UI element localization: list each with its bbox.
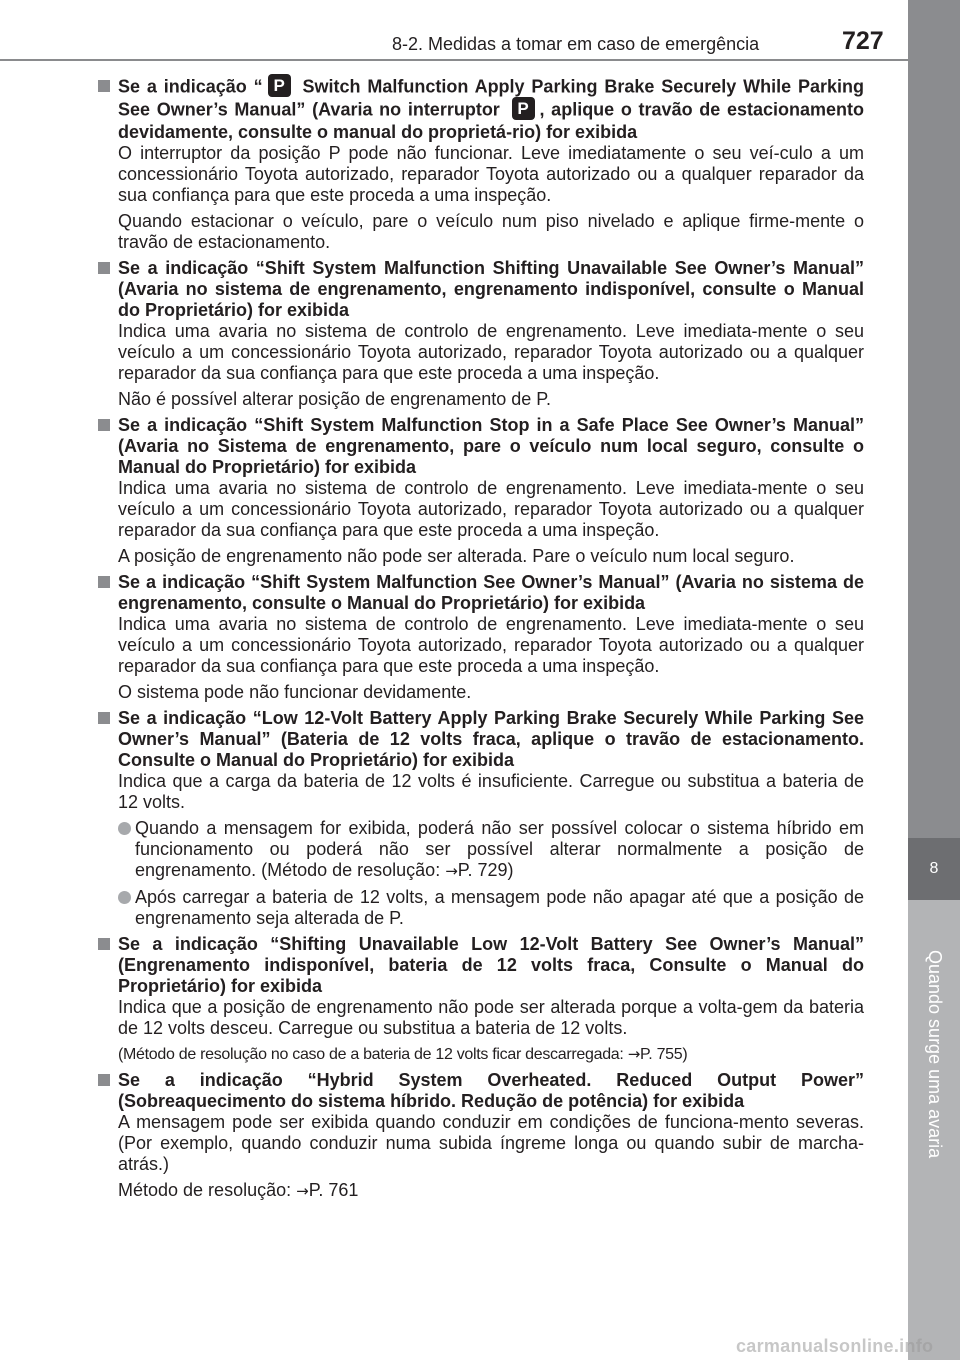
item-paragraph: Quando estacionar o veículo, pare o veículo num piso nivelado e aplique firme-mente o travão de estacionamento. [118, 211, 864, 252]
item-heading: Se a indicação “ P Switch Malfunction Apply Parking Brake Securely While Parking See Owner’s Manual” (Avaria no interruptor P , aplique o travão de estacionamento devidamente, consulte o manual do proprietá-rio) for exibida [118, 76, 865, 142]
item-paragraph: O interruptor da posição P pode não funcionar. Leve imediatamente o seu veí-culo a um concessionário Toyota autorizado, reparador Toyota autorizado ou a qualquer reparador da sua confiança para que este proceda a uma inspeção. [118, 143, 864, 205]
item-paragraph: Não é possível alterar posição de engrenamento de P. [118, 389, 551, 409]
square-bullet-icon [98, 712, 110, 724]
item-paragraph: A posição de engrenamento não pode ser alterada. Pare o veículo num local seguro. [118, 546, 795, 566]
item-paragraph: A mensagem pode ser exibida quando conduzir em condições de funciona-mento severas. (Por exemplo, quando conduzir numa subida íngreme longa ou quando subir de marcha-atrás.) [118, 1112, 864, 1174]
chapter-title: Quando surge uma avaria [925, 950, 945, 1159]
item-paragraph: Indica uma avaria no sistema de controlo de engrenamento. Leve imediata-mente o seu veículo a um concessionário Toyota autorizado, reparador Toyota autorizado ou a qualquer reparador da sua confiança para que este proceda a uma inspeção. [118, 478, 864, 540]
header-rule [0, 59, 908, 61]
square-bullet-icon [98, 262, 110, 274]
warning-item [98, 708, 864, 929]
item-heading: Se a indicação “Hybrid System Overheated. Reduced Output Power” (Sobreaquecimento do sistema híbrido. Redução de potência) for exibida [118, 1070, 864, 1111]
resolution-method: Método de resolução: →P. 761 [118, 1180, 359, 1200]
warning-item [98, 258, 864, 410]
square-bullet-icon [98, 1074, 110, 1086]
square-bullet-icon [98, 938, 110, 950]
item-paragraph: Indica que a posição de engrenamento não pode ser alterada porque a volta-gem da bateria de 12 volts desceu. Carregue ou substitua a bateria de 12 volts. [118, 997, 864, 1038]
page-reference[interactable]: P. 755) [639, 1046, 688, 1063]
warning-item [98, 76, 864, 253]
arrow-icon: → [296, 1182, 309, 1200]
warning-item [98, 572, 864, 703]
arrow-icon: → [627, 1045, 640, 1063]
arrow-icon: → [445, 862, 458, 880]
item-heading: Se a indicação “Shifting Unavailable Low 12-Volt Battery See Owner’s Manual” (Engrenamento indisponível, bateria de 12 volts fraca, Consulte o Manual do Proprietário) for exibida [118, 934, 864, 996]
section-title: 8-2. Medidas a tomar em caso de emergência [392, 34, 760, 54]
warning-item [98, 934, 864, 1065]
page-number: 727 [842, 27, 884, 55]
item-paragraph: Indica uma avaria no sistema de controlo de engrenamento. Leve imediata-mente o seu veículo a um concessionário Toyota autorizado, reparador Toyota autorizado ou a qualquer reparador da sua confiança para que este proceda a uma inspeção. [118, 321, 864, 383]
bullet-point: Após carregar a bateria de 12 volts, a mensagem pode não apagar até que a posição de engrenamento seja alterada de P. [118, 887, 864, 929]
p-switch-icon: P [512, 97, 535, 120]
chapter-number-tab[interactable]: 8 [908, 838, 960, 900]
warning-item [98, 1070, 864, 1202]
square-bullet-icon [98, 80, 110, 92]
item-paragraph: Indica que a carga da bateria de 12 volts é insuficiente. Carregue ou substitua a bateria de 12 volts. [118, 771, 864, 812]
sidebar-band [908, 0, 960, 838]
chapter-sidebar [908, 0, 960, 1360]
square-bullet-icon [98, 419, 110, 431]
warning-item [98, 415, 864, 567]
page-reference[interactable]: P. 761 [308, 1180, 359, 1200]
watermark: carmanualsonline.info [736, 1336, 934, 1356]
item-heading: Se a indicação “Shift System Malfunction See Owner’s Manual” (Avaria no sistema de engrenamento, consulte o Manual do Proprietário) for exibida [118, 572, 864, 613]
item-heading: Se a indicação “Low 12-Volt Battery Apply Parking Brake Securely While Parking See Owner’s Manual” (Bateria de 12 volts fraca, aplique o travão de estacionamento. Consulte o Manual do Proprietário) for exibida [118, 708, 864, 770]
item-heading: Se a indicação “Shift System Malfunction Stop in a Safe Place See Owner’s Manual” (Avaria no Sistema de engrenamento, pare o veículo num local seguro, consulte o Manual do Proprietário) for exibida [118, 415, 864, 477]
p-switch-icon: P [268, 74, 291, 97]
page-reference[interactable]: P. 729) [457, 860, 514, 880]
item-paragraph: Indica uma avaria no sistema de controlo de engrenamento. Leve imediata-mente o seu veículo a um concessionário Toyota autorizado, reparador Toyota autorizado ou a qualquer reparador da sua confiança para que este proceda a uma inspeção. [118, 614, 864, 676]
item-heading: Se a indicação “Shift System Malfunction Shifting Unavailable See Owner’s Manual” (Avaria no sistema de engrenamento, engrenamento indisponível, consulte o Manual do Proprietário) for exibida [118, 258, 864, 320]
resolution-note: (Método de resolução no caso de a bateria de 12 volts ficar descarregada: →P. 755) [118, 1045, 688, 1063]
item-paragraph: O sistema pode não funcionar devidamente. [118, 682, 472, 702]
page-content [98, 76, 864, 1207]
square-bullet-icon [98, 576, 110, 588]
bullet-point: Quando a mensagem for exibida, poderá não ser possível colocar o sistema híbrido em funcionamento ou poderá não ser possível alterar normalmente a posição de engrenamento. (Método de resolução: →P. 729) [118, 818, 864, 882]
round-bullet-icon [118, 891, 131, 904]
round-bullet-icon [118, 822, 131, 835]
